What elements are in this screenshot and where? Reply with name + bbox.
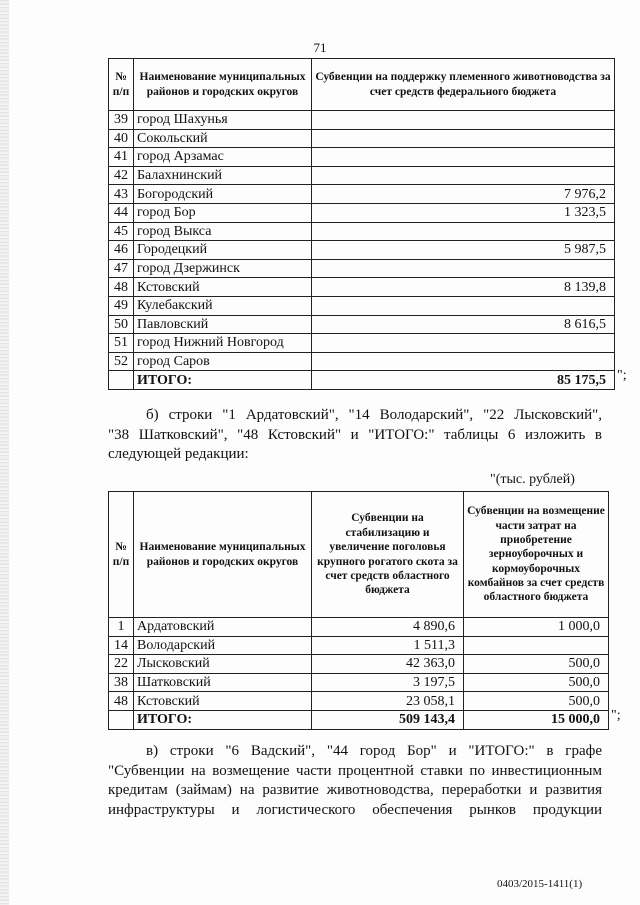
- total-row: [109, 710, 609, 729]
- table-row: [109, 352, 615, 371]
- row-number: 14: [109, 636, 134, 655]
- row-number: 51: [109, 334, 134, 353]
- row-number: 39: [109, 111, 134, 130]
- subsidy-value: [312, 352, 615, 371]
- subsidy-value: 7 976,2: [312, 185, 615, 204]
- subsidy-value: 1 323,5: [312, 203, 615, 222]
- paragraph-b: [108, 406, 602, 465]
- header-number: № п/п: [109, 59, 134, 111]
- total-harvester-value: 15 000,0: [464, 710, 609, 729]
- table-row: [109, 296, 615, 315]
- paragraph-v-line: инфраструктуры и логистического обеспечения рынков продукции: [108, 801, 602, 818]
- municipality-name: город Выкса: [134, 222, 312, 241]
- municipality-name: Богородский: [134, 185, 312, 204]
- table-row: [109, 129, 615, 148]
- unit-note: "(тыс. рублей): [490, 472, 575, 487]
- total-label: ИТОГО:: [134, 710, 312, 729]
- municipality-name: Лысковский: [134, 655, 312, 674]
- header-breeding-subsidy: Субвенции на поддержку племенного животноводства за счет средств федерального бюджета: [312, 59, 615, 111]
- row-number: 41: [109, 148, 134, 167]
- harvester-subsidy-value: [464, 636, 609, 655]
- municipality-name: город Бор: [134, 203, 312, 222]
- row-number: 48: [109, 692, 134, 711]
- table-row: [109, 618, 609, 637]
- cattle-subsidy-value: 23 058,1: [312, 692, 464, 711]
- table1-closing-quote: ";: [617, 368, 627, 383]
- table-row: [109, 315, 615, 334]
- municipality-name: Володарский: [134, 636, 312, 655]
- subsidy-value: [312, 222, 615, 241]
- table-row: [109, 185, 615, 204]
- header-municipality: Наименование муниципальных районов и городских округов: [134, 492, 312, 618]
- paragraph-v: [108, 742, 602, 820]
- subsidy-value: 8 139,8: [312, 278, 615, 297]
- subsidy-value: [312, 259, 615, 278]
- header-number: № п/п: [109, 492, 134, 618]
- paragraph-v-line: в) строки "6 Вадский", "44 город Бор" и "ИТОГО:" в графе: [146, 743, 602, 759]
- cattle-subsidy-value: 42 363,0: [312, 655, 464, 674]
- row-number: 40: [109, 129, 134, 148]
- subsidy-value: [312, 129, 615, 148]
- municipality-name: город Дзержинск: [134, 259, 312, 278]
- paragraph-b-line: следующей редакции:: [108, 446, 249, 462]
- table-row: [109, 259, 615, 278]
- paragraph-b-line: "38 Шатковский", "48 Кстовский" и "ИТОГО:" таблицы 6 изложить в: [108, 426, 602, 443]
- header-cattle-subsidy: Субвенции на стабилизацию и увеличение поголовья крупного рогатого скота за счет средств областного бюджета: [312, 492, 464, 618]
- table-row: [109, 203, 615, 222]
- cattle-subsidy-value: 1 511,3: [312, 636, 464, 655]
- municipality-name: город Шахунья: [134, 111, 312, 130]
- empty-cell: [109, 710, 134, 729]
- subsidy-value: [312, 166, 615, 185]
- paragraph-v-line: кредитам (займам) на развитие животноводства, переработки и развития: [108, 782, 602, 798]
- municipality-name: Балахнинский: [134, 166, 312, 185]
- subsidy-table-breeding: [108, 58, 615, 390]
- harvester-subsidy-value: 500,0: [464, 673, 609, 692]
- paragraph-b-line: б) строки "1 Ардатовский", "14 Володарский", "22 Лысковский",: [146, 407, 602, 423]
- table-row: [109, 278, 615, 297]
- empty-cell: [109, 371, 134, 390]
- municipality-name: Кстовский: [134, 692, 312, 711]
- subsidy-value: [312, 334, 615, 353]
- municipality-name: Кулебакский: [134, 296, 312, 315]
- header-harvester-subsidy: Субвенции на возмещение части затрат на приобретение зерноуборочных и кормоуборочных комбайнов за счет средств областного бюджета: [464, 492, 609, 618]
- table-row: [109, 166, 615, 185]
- subsidy-table-cattle-harvesters: [108, 491, 609, 730]
- document-code: 0403/2015-1411(1): [497, 878, 583, 890]
- municipality-name: Городецкий: [134, 241, 312, 260]
- table-row: [109, 241, 615, 260]
- page-number: 71: [313, 40, 327, 55]
- total-cattle-value: 509 143,4: [312, 710, 464, 729]
- table2-closing-quote: ";: [611, 708, 621, 723]
- row-number: 52: [109, 352, 134, 371]
- table-row: [109, 148, 615, 167]
- cattle-subsidy-value: 3 197,5: [312, 673, 464, 692]
- municipality-name: Сокольский: [134, 129, 312, 148]
- table-row: [109, 692, 609, 711]
- municipality-name: Шатковский: [134, 673, 312, 692]
- total-row: [109, 371, 615, 390]
- harvester-subsidy-value: 500,0: [464, 655, 609, 674]
- subsidy-value: [312, 296, 615, 315]
- table-row: [109, 636, 609, 655]
- row-number: 48: [109, 278, 134, 297]
- municipality-name: Ардатовский: [134, 618, 312, 637]
- row-number: 49: [109, 296, 134, 315]
- municipality-name: город Саров: [134, 352, 312, 371]
- harvester-subsidy-value: 1 000,0: [464, 618, 609, 637]
- table-row: [109, 673, 609, 692]
- paragraph-v-line: "Субвенции на возмещение части процентной ставки по инвестиционным: [108, 762, 602, 779]
- row-number: 47: [109, 259, 134, 278]
- municipality-name: Павловский: [134, 315, 312, 334]
- total-label: ИТОГО:: [134, 371, 312, 390]
- total-value: 85 175,5: [312, 371, 615, 390]
- row-number: 50: [109, 315, 134, 334]
- municipality-name: город Арзамас: [134, 148, 312, 167]
- row-number: 45: [109, 222, 134, 241]
- subsidy-value: 5 987,5: [312, 241, 615, 260]
- row-number: 42: [109, 166, 134, 185]
- row-number: 43: [109, 185, 134, 204]
- table-row: [109, 111, 615, 130]
- table-header-row: [109, 492, 609, 618]
- row-number: 44: [109, 203, 134, 222]
- table-header-row: [109, 59, 615, 111]
- table-row: [109, 222, 615, 241]
- municipality-name: город Нижний Новгород: [134, 334, 312, 353]
- row-number: 38: [109, 673, 134, 692]
- subsidy-value: [312, 111, 615, 130]
- table-row: [109, 334, 615, 353]
- row-number: 1: [109, 618, 134, 637]
- subsidy-value: [312, 148, 615, 167]
- header-municipality: Наименование муниципальных районов и городских округов: [134, 59, 312, 111]
- table-row: [109, 655, 609, 674]
- row-number: 22: [109, 655, 134, 674]
- cattle-subsidy-value: 4 890,6: [312, 618, 464, 637]
- municipality-name: Кстовский: [134, 278, 312, 297]
- subsidy-value: 8 616,5: [312, 315, 615, 334]
- row-number: 46: [109, 241, 134, 260]
- scan-edge: [0, 0, 9, 905]
- harvester-subsidy-value: 500,0: [464, 692, 609, 711]
